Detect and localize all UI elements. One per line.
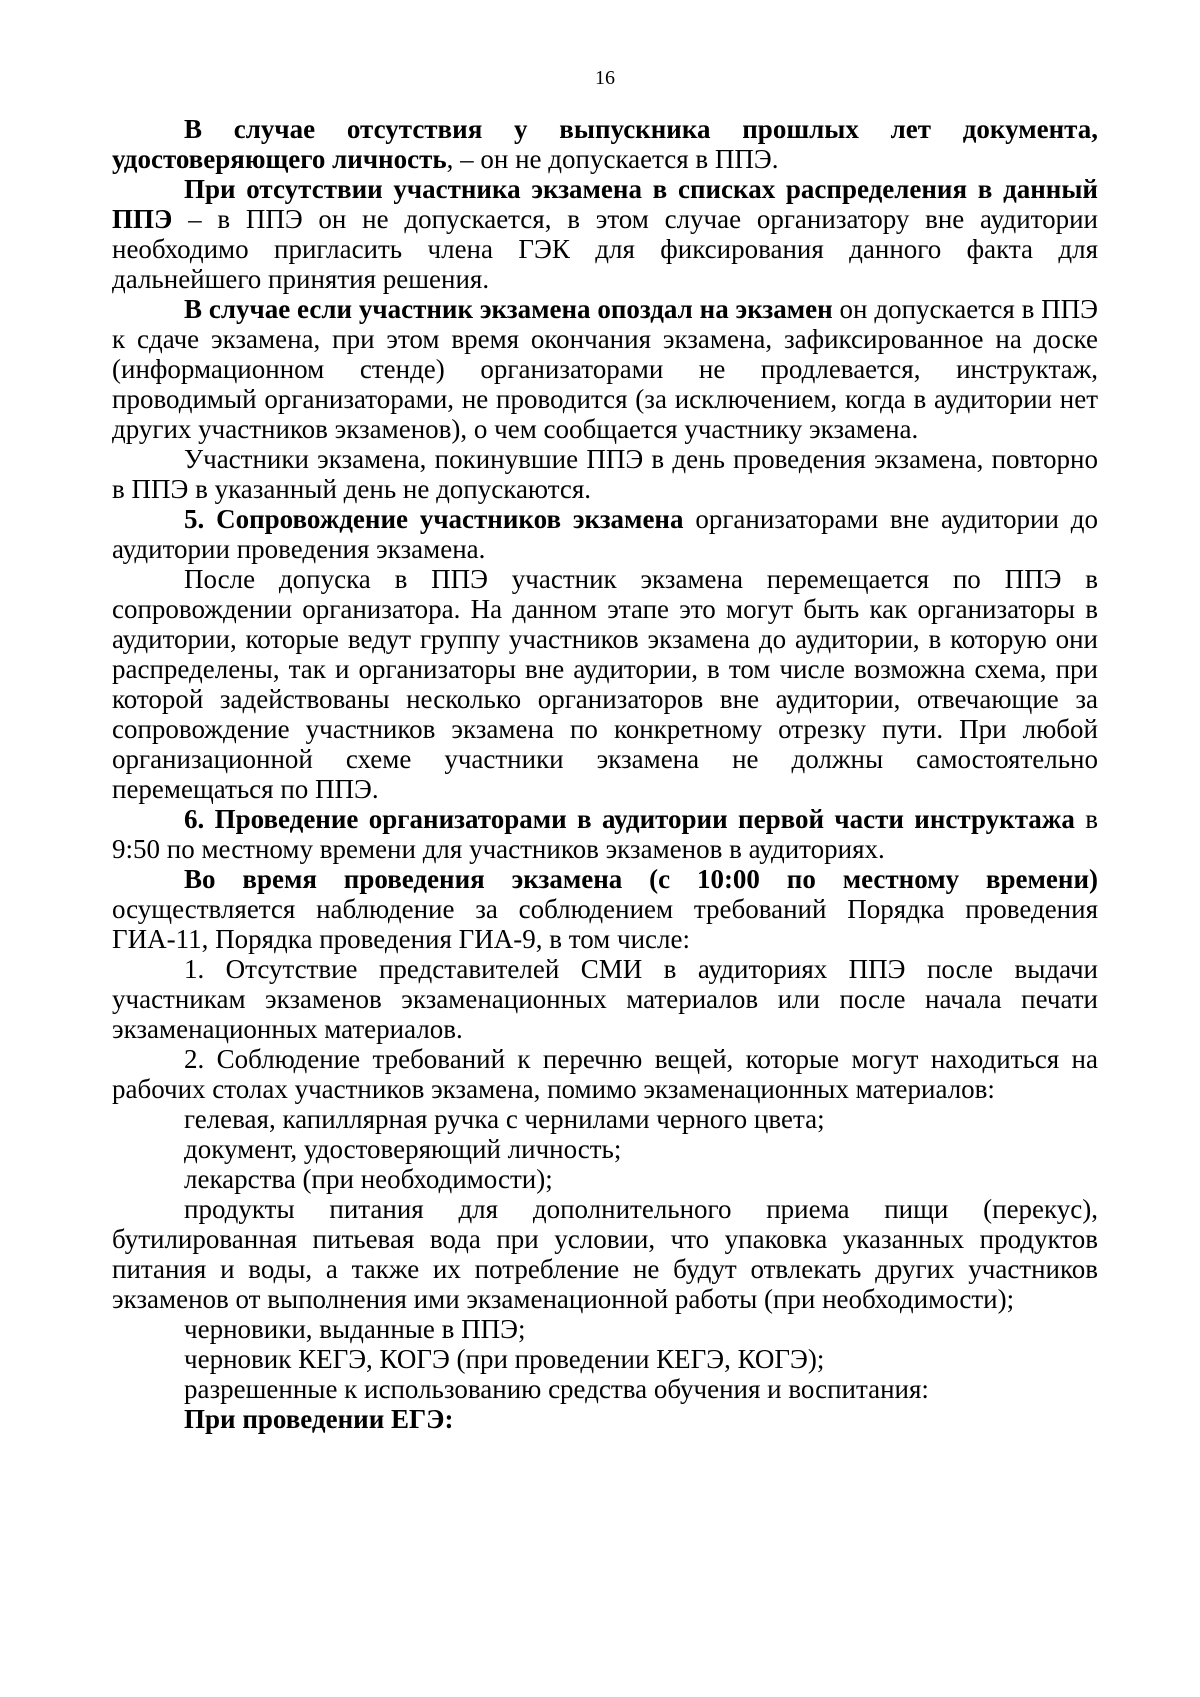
paragraph-section-5: 5. Сопровождение участников экзамена организаторами вне аудитории до аудитории проведения экзамена. (112, 504, 1098, 564)
paragraph-snacks: продукты питания для дополнительного приема пищи (перекус), бутилированная питьевая вода при условии, что упаковка указанных продуктов питания и воды, а также их потребление не будут отвлекать других участников экзаменов от выполнения ими экзаменационной работы (при необходимости); (112, 1194, 1098, 1314)
list-item: лекарства (при необходимости); (184, 1164, 553, 1194)
list-item: гелевая, капиллярная ручка с чернилами черного цвета; (184, 1104, 825, 1134)
list-item: разрешенные к использованию средства обучения и воспитания: (184, 1374, 929, 1404)
section-heading-ege: При проведении ЕГЭ: (184, 1404, 454, 1434)
paragraph-late-participant: В случае если участник экзамена опоздал на экзамен он допускается в ППЭ к сдаче экзамена, при этом время окончания экзамена, зафиксированное на доске (информационном стенде) организаторами не продлевается, инструктаж, проводимый организаторами, не проводится (за исключением, когда в аудитории нет других участников экзаменов), о чем сообщается участнику экзамена. (112, 294, 1098, 444)
paragraph-during-exam: Во время проведения экзамена (с 10:00 по местному времени) осуществляется наблюдение за соблюдением требований Порядка проведения ГИА-11, Порядка проведения ГИА-9, в том числе: (112, 864, 1098, 954)
list-item: документ, удостоверяющий личность; (184, 1134, 622, 1164)
paragraph-item-1: 1. Отсутствие представителей СМИ в аудиториях ППЭ после выдачи участникам экзаменов экзаменационных материалов или после начала печати экзаменационных материалов. (112, 954, 1098, 1044)
paragraph-escort: После допуска в ППЭ участник экзамена перемещается по ППЭ в сопровождении организатора. На данном этапе это могут быть как организаторы в аудитории, которые ведут группу участников экзамена до аудитории, в которую они распределены, так и организаторы вне аудитории, в том числе возможна схема, при которой задействованы несколько организаторов вне аудитории, отвечающие за сопровождение участников экзамена по конкретному отрезку пути. При любой организационной схеме участники экзамена не должны самостоятельно перемещаться по ППЭ. (112, 564, 1098, 804)
paragraph-no-id-document: В случае отсутствия у выпускника прошлых лет документа, удостоверяющего личность, – он не допускается в ППЭ. (112, 114, 1098, 174)
paragraph-left-participants: Участники экзамена, покинувшие ППЭ в день проведения экзамена, повторно в ППЭ в указанный день не допускаются. (112, 444, 1098, 504)
paragraph-section-6: 6. Проведение организаторами в аудитории первой части инструктажа в 9:50 по местному времени для участников экзаменов в аудиториях. (112, 804, 1098, 864)
page-number: 16 (595, 67, 615, 89)
paragraph-not-in-list: При отсутствии участника экзамена в списках распределения в данный ППЭ – в ППЭ он не допускается, в этом случае организатору вне аудитории необходимо пригласить члена ГЭК для фиксирования данного факта для дальнейшего принятия решения. (112, 174, 1098, 294)
list-item: черновики, выданные в ППЭ; (184, 1314, 526, 1344)
list-item: черновик КЕГЭ, КОГЭ (при проведении КЕГЭ, КОГЭ); (184, 1344, 825, 1374)
paragraph-item-2: 2. Соблюдение требований к перечню вещей, которые могут находиться на рабочих столах участников экзамена, помимо экзаменационных материалов: (112, 1044, 1098, 1104)
